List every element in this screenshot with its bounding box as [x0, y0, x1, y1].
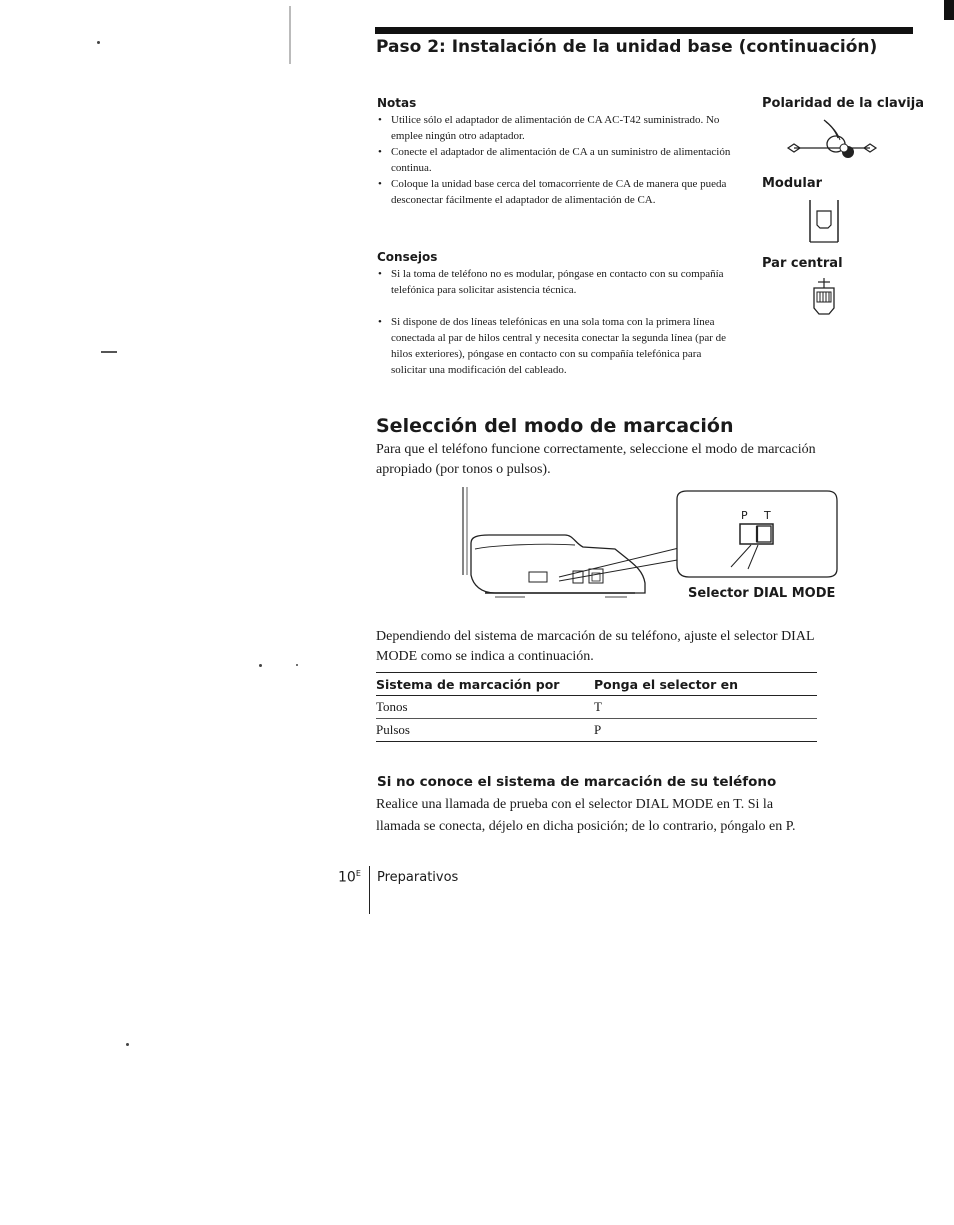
section-title: Selección del modo de marcación — [376, 415, 734, 437]
modular-jack-icon — [806, 198, 846, 244]
scan-dash — [101, 351, 117, 353]
footer-section: Preparativos — [377, 870, 459, 885]
footer-rule — [369, 866, 370, 914]
dial-intro: Para que el teléfono funcione correctamente, seleccione el modo de marcación apropiado (por tonos o pulsos). — [376, 442, 816, 477]
table-header-row — [376, 673, 817, 696]
scan-mark — [289, 6, 291, 64]
unknown-system-heading: Si no conoce el sistema de marcación de su teléfono — [377, 774, 777, 790]
table-row — [376, 696, 817, 719]
dial-instruction: Dependiendo del sistema de marcación de su teléfono, ajuste el selector DIAL MODE como se indica a continuación. — [376, 629, 814, 664]
table-cell: T — [594, 699, 602, 714]
switch-label-t: T — [764, 509, 771, 522]
table-cell: Tonos — [376, 699, 408, 714]
scan-speck — [296, 664, 298, 666]
selector-caption: Selector DIAL MODE — [688, 586, 836, 601]
plug-polarity-icon — [786, 116, 878, 166]
notes-list — [376, 112, 736, 208]
notes-item: • Utilice sólo el adaptador de alimentación de CA AC-T42 suministrado. No emplee ningún otro adaptador. — [376, 112, 736, 144]
table-cell: Pulsos — [376, 722, 410, 737]
scan-speck — [126, 1043, 129, 1046]
scan-speck — [259, 664, 262, 667]
polarity-label: Polaridad de la clavija — [762, 96, 924, 111]
header-rule — [375, 27, 913, 34]
notes-item: • Coloque la unidad base cerca del tomacorriente de CA de manera que pueda desconectar fácilmente el adaptador de alimentación de CA. — [376, 176, 736, 208]
tips-item: • Si la toma de teléfono no es modular, póngase en contacto con su compañía telefónica para solicitar asistencia técnica. — [376, 266, 736, 298]
page-number-suffix: E — [355, 869, 361, 878]
modular-label: Modular — [762, 176, 823, 191]
table-header-cell: Ponga el selector en — [594, 677, 739, 692]
tips-item: • Si dispone de dos líneas telefónicas en una sola toma con la primera línea conectada al par de hilos central y necesita conectar la segunda línea (par de hilos exteriores), póngase en contacto con su compañía telefónica para solicitar una modificación del cableado. — [376, 314, 736, 378]
table-cell: P — [594, 722, 602, 737]
dial-mode-table — [376, 672, 817, 742]
scan-speck — [97, 41, 100, 44]
central-pair-label: Par central — [762, 256, 843, 271]
tips-heading: Consejos — [377, 250, 438, 264]
page-number-value: 10 — [338, 869, 356, 886]
page-number — [338, 869, 361, 886]
switch-label-p: P — [741, 509, 748, 522]
central-pair-jack-icon — [808, 276, 840, 322]
unknown-system-text: Realice una llamada de prueba con el selector DIAL MODE en T. Si la llamada se conecta, déjelo en dicha posición; de lo contrario, póngalo en P. — [376, 797, 796, 834]
table-row — [376, 719, 817, 742]
table-header-cell: Sistema de marcación por — [376, 677, 560, 692]
notes-heading: Notas — [377, 96, 417, 110]
page-title: Paso 2: Instalación de la unidad base (continuación) — [376, 37, 878, 57]
corner-mark — [944, 0, 954, 20]
notes-item: • Conecte el adaptador de alimentación de CA a un suministro de alimentación continua. — [376, 144, 736, 176]
tips-list — [376, 266, 736, 378]
